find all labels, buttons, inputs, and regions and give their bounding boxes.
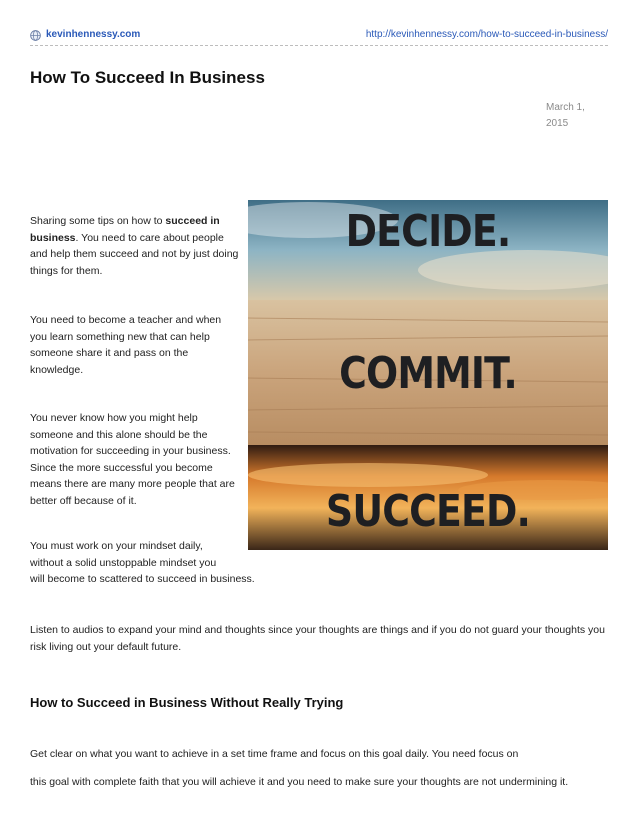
page-header [30,28,608,44]
post-date [546,100,606,132]
paragraph-line: will become to scattered to succeed in business. [30,573,255,585]
poster-word-succeed: SUCCEED. [325,486,531,537]
section-heading: How to Succeed in Business Without Really Trying [30,695,344,710]
header-divider [30,45,608,46]
paragraph-line: You must work on your mindset daily, [30,540,203,552]
paragraph-motivation: You never know how you might help someone and this alone should be the motivation for succeeding in your business. Since the more successful you become means there are many more people that are better off because of it. [30,412,235,507]
decide-commit-succeed-image [248,200,608,550]
paragraph-teacher: You need to become a teacher and when you learn something new that can help someone share it and pass on the knowledge. [30,314,222,376]
poster-word-decide: DECIDE. [345,206,511,257]
paragraph-goal: Get clear on what you want to achieve in a set time frame and focus on this goal daily. You need focus on [30,748,519,760]
paragraph-text: . You need to care about people and help them succeed and not by just doing things for them. [30,231,239,277]
site-link[interactable]: kevinhennessy.com [46,29,141,40]
paragraph-audios: Listen to audios to expand your mind and thoughts since your thoughts are things and if you do not guard your thoughts you risk living out your default future. [30,624,605,653]
paragraph-line: without a solid unstoppable mindset you [30,556,217,569]
paragraph-text: Sharing some tips on how to [30,215,166,227]
poster-word-commit: COMMIT. [339,348,517,399]
page-url-link[interactable]: http://kevinhennessy.com/how-to-succeed-in-business/ [365,29,608,40]
succeed-in-business-emphasis: succeed in business [30,215,220,244]
post-date-line: 2015 [546,118,569,129]
paragraph-faith: this goal with complete faith that you will achieve it and you need to make sure your thoughts are not undermining it. [30,776,569,788]
globe-icon [30,30,41,41]
post-date-line: March 1, [546,102,585,113]
paragraph-intro [30,213,240,279]
page-title: How To Succeed In Business [30,68,265,87]
